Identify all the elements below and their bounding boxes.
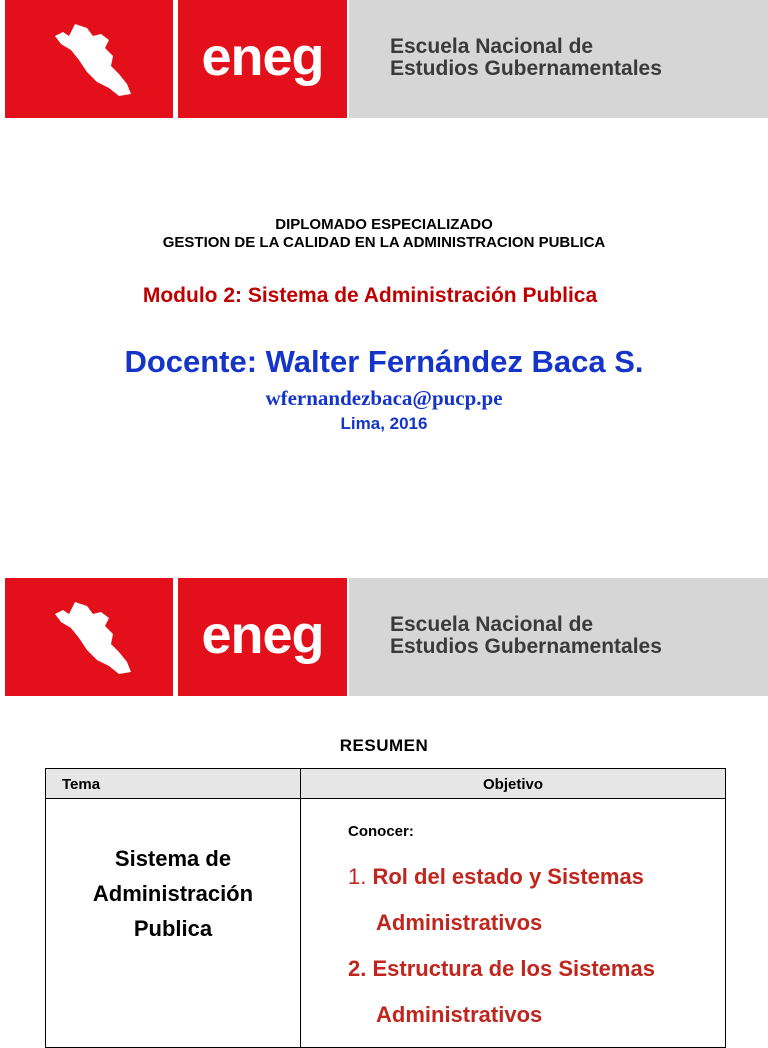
item-text-line2: Administrativos: [376, 910, 543, 935]
column-divider: [300, 769, 301, 1047]
item-number: 1.: [348, 864, 367, 889]
peru-map-icon: [53, 22, 133, 98]
module-title: Modulo 2: Sistema de Administración Publica: [142, 284, 598, 307]
item-text-line2: Administrativos: [376, 1002, 543, 1027]
conocer-label: Conocer:: [348, 823, 414, 840]
program-title-line2: GESTION DE LA CALIDAD EN LA ADMINISTRACION PUBLICA: [162, 234, 606, 251]
brand-logo-text: eneg: [201, 605, 324, 665]
tema-line: Publica: [133, 916, 213, 941]
item-number: 2.: [348, 956, 367, 981]
logo-panel: [5, 0, 173, 118]
header-banner-2: [5, 578, 768, 696]
item-text-line1: Rol del estado y Sistemas: [372, 864, 644, 889]
program-title-line1: DIPLOMADO ESPECIALIZADO: [275, 216, 493, 233]
header-banner: [5, 0, 768, 118]
tema-line: Sistema de: [114, 846, 232, 871]
peru-map-icon: [53, 600, 133, 676]
teacher-email: wfernandezbaca@pucp.pe: [265, 386, 503, 410]
school-name-line2: Estudios Gubernamentales: [390, 635, 662, 658]
school-name-line2: Estudios Gubernamentales: [390, 57, 662, 80]
logo-panel: [5, 578, 173, 696]
resumen-heading: RESUMEN: [339, 736, 429, 755]
place-date: Lima, 2016: [340, 414, 428, 433]
column-header-tema: Tema: [62, 776, 101, 793]
teacher-name: Docente: Walter Fernández Baca S.: [124, 344, 644, 379]
program-title: [0, 216, 768, 252]
column-header-objetivo: Objetivo: [482, 776, 543, 793]
item-text-line1: Estructura de los Sistemas: [372, 956, 655, 981]
table-header: [46, 769, 725, 799]
resumen-table: [45, 768, 726, 1048]
tema-line: Administración: [92, 881, 254, 906]
objetivo-cell: [348, 823, 718, 1038]
school-name: [390, 614, 662, 658]
school-name-line1: Escuela Nacional de: [390, 35, 594, 58]
brand-logo-text: eneg: [201, 27, 324, 87]
objective-item: [348, 946, 718, 1038]
tema-cell: [46, 841, 300, 946]
school-name: [390, 36, 662, 80]
objective-item: [348, 854, 718, 946]
school-name-line1: Escuela Nacional de: [390, 613, 594, 636]
